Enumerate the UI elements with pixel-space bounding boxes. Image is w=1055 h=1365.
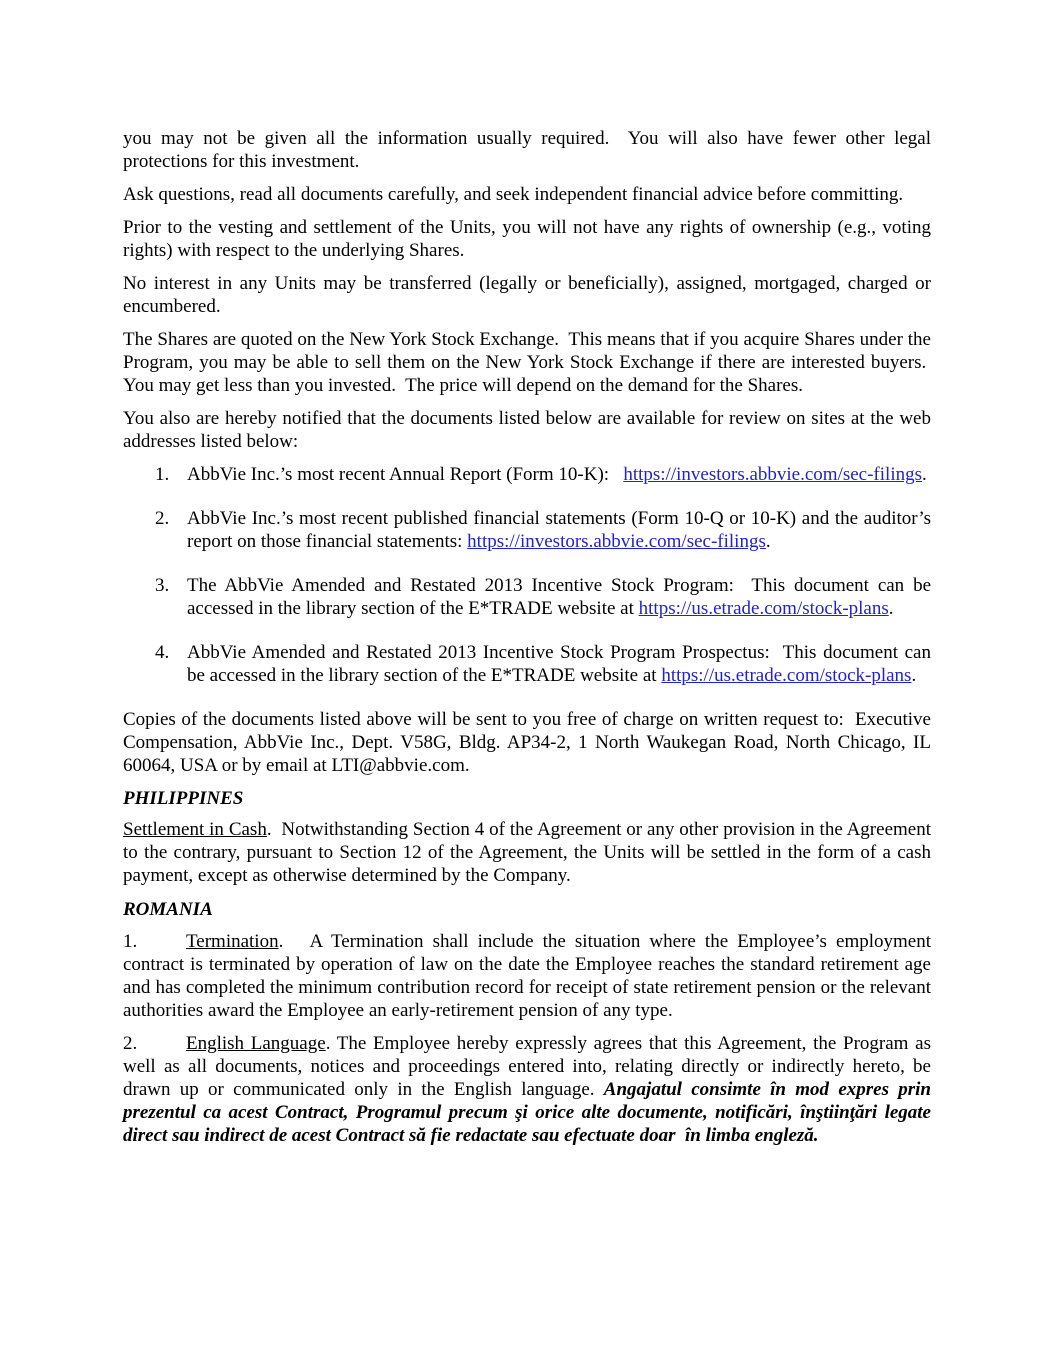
link-sec-filings[interactable]: https://investors.abbvie.com/sec-filings bbox=[623, 464, 922, 485]
heading-romania: ROMANIA bbox=[123, 899, 213, 920]
link-etrade-stock-plans[interactable]: https://us.etrade.com/stock-plans bbox=[661, 665, 912, 686]
list-item-text: AbbVie Amended and Restated 2013 Incentive Stock Program Prospectus: This document can be accessed in the library section of the E*TRADE website at bbox=[187, 642, 931, 686]
list-item-text: The AbbVie Amended and Restated 2013 Incentive Stock Program: This document can be accessed in the library section of the E*TRADE website at bbox=[187, 575, 931, 619]
list-item-period: . bbox=[765, 531, 771, 552]
list-item-number: 2. bbox=[155, 508, 170, 529]
list-item-number: 4. bbox=[155, 642, 170, 663]
list-item-stock-program bbox=[123, 574, 931, 620]
link-etrade-stock-plans[interactable]: https://us.etrade.com/stock-plans bbox=[638, 598, 889, 619]
settlement-in-cash-term: Settlement in Cash bbox=[123, 819, 267, 840]
termination-body: . A Termination shall include the situation where the Employee’s employment contract is terminated by operation of law on the date the Employee reaches the standard retirement age and has completed the minimum contribution record for receipt of state retirement pension or the relevant authorities award the Employee an early-retirement pension of any type. bbox=[123, 931, 931, 1021]
list-item-text: AbbVie Inc.’s most recent published financial statements (Form 10-Q or 10-K) and the auditor’s report on those financial statements: bbox=[187, 508, 931, 552]
list-item-text: AbbVie Inc.’s most recent Annual Report (Form 10-K): bbox=[187, 464, 624, 485]
paragraph-romania-termination bbox=[123, 930, 931, 1022]
clause-number: 2. bbox=[123, 1033, 138, 1054]
list-item-program-prospectus bbox=[123, 641, 931, 687]
list-item-annual-report bbox=[123, 463, 931, 486]
paragraph-ask-questions: Ask questions, read all documents carefully, and seek independent financial advice before committing. bbox=[123, 184, 904, 205]
romanian-translation-text: Angajatul consimte în mod expres prin prezentul ca acest Contract, Programul precum şi orice alte documente, notificări, înştiinţări legate direct sau indirect de acest Contract să fie redactate sau efectuate doar în limba engleză. bbox=[123, 1079, 932, 1146]
paragraph-less-information: you may not be given all the information usually required. You will also have fewer other legal protections for this investment. bbox=[123, 128, 931, 172]
paragraph-shares-nyse: The Shares are quoted on the New York Stock Exchange. This means that if you acquire Shares under the Program, you may be able to sell them on the New York Stock Exchange if there are interested buyers. You may get less than you invested. The price will depend on the demand for the Shares. bbox=[123, 329, 931, 396]
paragraph-documents-notice: You also are hereby notified that the documents listed below are available for review on sites at the web addresses listed below: bbox=[123, 408, 931, 452]
settlement-in-cash-body: . Notwithstanding Section 4 of the Agreement or any other provision in the Agreement to the contrary, pursuant to Section 12 of the Agreement, the Units will be settled in the form of a cash payment, except as otherwise determined by the Company. bbox=[123, 819, 931, 886]
paragraph-copies-request: Copies of the documents listed above will be sent to you free of charge on written request to: Executive Compensation, AbbVie Inc., Dept. V58G, Bldg. AP34-2, 1 North Waukegan Road, North Chicago, IL 60064, USA or by email at LTI@abbvie.com. bbox=[123, 709, 931, 776]
document-page bbox=[123, 127, 931, 1157]
list-item-period: . bbox=[911, 665, 917, 686]
english-language-term: English Language bbox=[186, 1033, 326, 1054]
list-item-number: 3. bbox=[155, 575, 170, 596]
english-language-body: . The Employee hereby expressly agrees that this Agreement, the Program as well as all documents, notices and proceedings entered into, relating directly or indirectly hereto, be drawn up or communicated only in the English language. bbox=[123, 1033, 931, 1100]
link-sec-filings[interactable]: https://investors.abbvie.com/sec-filings bbox=[467, 531, 766, 552]
heading-philippines: PHILIPPINES bbox=[123, 788, 244, 809]
list-item-period: . bbox=[888, 598, 894, 619]
document-list bbox=[123, 463, 931, 687]
paragraph-romania-english-language bbox=[123, 1032, 931, 1147]
paragraph-no-interest-transfer: No interest in any Units may be transferred (legally or beneficially), assigned, mortgaged, charged or encumbered. bbox=[123, 273, 931, 317]
clause-number: 1. bbox=[123, 931, 138, 952]
paragraph-prior-vesting: Prior to the vesting and settlement of the Units, you will not have any rights of ownership (e.g., voting rights) with respect to the underlying Shares. bbox=[123, 217, 931, 261]
list-item-number: 1. bbox=[155, 464, 170, 485]
list-item-financial-statements bbox=[123, 507, 931, 553]
termination-term: Termination bbox=[186, 931, 279, 952]
list-item-period: . bbox=[922, 464, 927, 485]
paragraph-settlement-in-cash bbox=[123, 818, 931, 887]
